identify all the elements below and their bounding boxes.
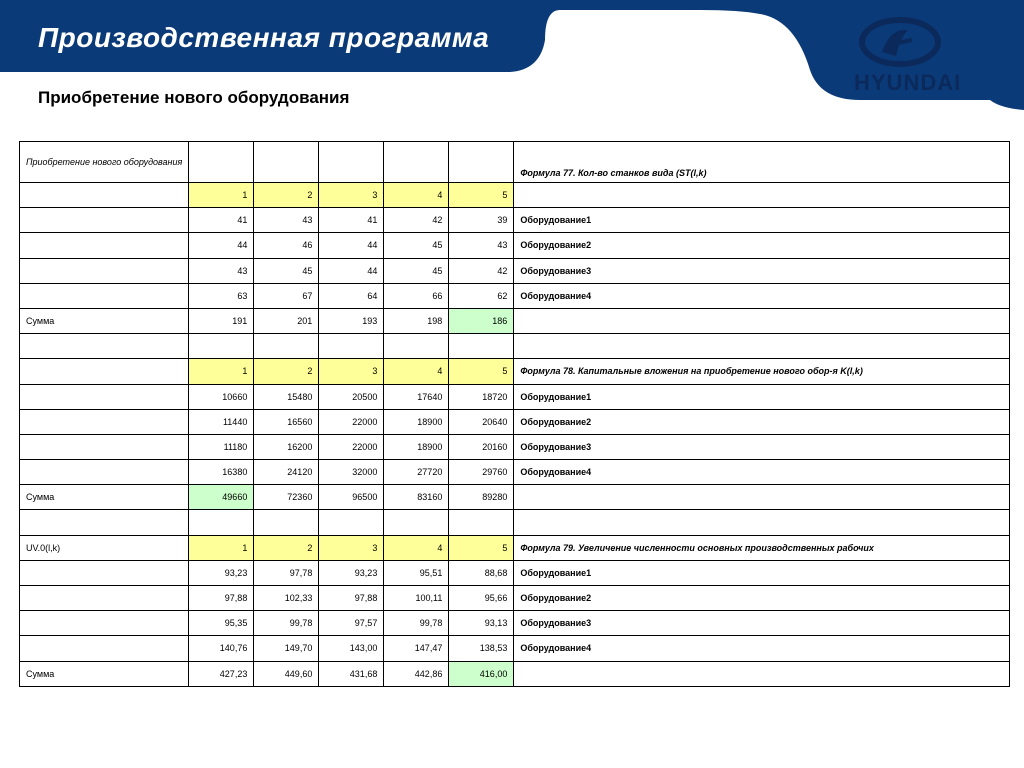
value-cell: 18900 — [384, 434, 449, 459]
spacer-row — [20, 510, 1010, 535]
index-cell: 4 — [384, 359, 449, 384]
index-row — [20, 183, 1010, 208]
table-cell — [189, 142, 254, 183]
value-cell: 32000 — [319, 460, 384, 485]
table-cell — [319, 334, 384, 359]
value-cell: 41 — [189, 208, 254, 233]
table-cell — [20, 208, 189, 233]
value-cell: 67 — [254, 283, 319, 308]
value-cell: 41 — [319, 208, 384, 233]
value-cell: 20160 — [449, 434, 514, 459]
equipment-name: Оборудование1 — [514, 384, 1010, 409]
sum-cell: 431,68 — [319, 661, 384, 686]
value-cell: 43 — [449, 233, 514, 258]
table-row — [20, 636, 1010, 661]
equipment-name: Оборудование3 — [514, 258, 1010, 283]
sum-row — [20, 661, 1010, 686]
value-cell: 97,57 — [319, 611, 384, 636]
value-cell: 88,68 — [449, 560, 514, 585]
row-label — [20, 183, 189, 208]
index-cell: 5 — [449, 535, 514, 560]
equipment-name: Оборудование2 — [514, 233, 1010, 258]
value-cell: 97,88 — [189, 586, 254, 611]
sum-cell: 449,60 — [254, 661, 319, 686]
table-cell — [20, 460, 189, 485]
equipment-name: Оборудование3 — [514, 611, 1010, 636]
value-cell: 138,53 — [449, 636, 514, 661]
table-head-label: Приобретение нового оборудования — [20, 142, 189, 183]
table-cell — [20, 434, 189, 459]
table-cell — [20, 510, 189, 535]
table-row — [20, 611, 1010, 636]
sum-cell: 201 — [254, 308, 319, 333]
sum-row — [20, 485, 1010, 510]
value-cell: 99,78 — [254, 611, 319, 636]
formula-label: Формула 77. Кол-во станков вида (ST(l,k) — [514, 142, 1010, 183]
table-cell — [20, 586, 189, 611]
table-cell — [189, 334, 254, 359]
value-cell: 149,70 — [254, 636, 319, 661]
value-cell: 44 — [319, 258, 384, 283]
table-cell — [514, 661, 1010, 686]
index-cell: 4 — [384, 535, 449, 560]
formula-label: Формула 79. Увеличение численности основных производственных рабочих — [514, 535, 1010, 560]
index-row — [20, 359, 1010, 384]
index-row — [20, 535, 1010, 560]
value-cell: 45 — [254, 258, 319, 283]
table-cell — [20, 636, 189, 661]
table-cell — [20, 283, 189, 308]
table-cell — [449, 510, 514, 535]
value-cell: 22000 — [319, 434, 384, 459]
sum-cell: 442,86 — [384, 661, 449, 686]
index-cell: 2 — [254, 535, 319, 560]
equipment-name: Оборудование4 — [514, 283, 1010, 308]
equipment-name: Оборудование3 — [514, 434, 1010, 459]
index-cell: 2 — [254, 359, 319, 384]
value-cell: 18900 — [384, 409, 449, 434]
value-cell: 95,51 — [384, 560, 449, 585]
value-cell: 11180 — [189, 434, 254, 459]
table-row — [20, 586, 1010, 611]
table-cell — [514, 308, 1010, 333]
sum-cell: 416,00 — [449, 661, 514, 686]
value-cell: 95,66 — [449, 586, 514, 611]
equipment-name: Оборудование1 — [514, 208, 1010, 233]
index-cell: 1 — [189, 535, 254, 560]
table-row — [20, 258, 1010, 283]
value-cell: 18720 — [449, 384, 514, 409]
value-cell: 63 — [189, 283, 254, 308]
value-cell: 62 — [449, 283, 514, 308]
formula-label: Формула 78. Капитальные вложения на приобретение нового обор-я K(l,k) — [514, 359, 1010, 384]
equipment-name: Оборудование2 — [514, 586, 1010, 611]
page-title: Производственная программа — [38, 22, 490, 53]
table-cell — [254, 334, 319, 359]
sum-cell: 191 — [189, 308, 254, 333]
value-cell: 147,47 — [384, 636, 449, 661]
table-cell — [514, 485, 1010, 510]
value-cell: 45 — [384, 233, 449, 258]
sum-label: Сумма — [20, 308, 189, 333]
table-cell — [20, 611, 189, 636]
table-cell — [20, 409, 189, 434]
index-cell: 1 — [189, 183, 254, 208]
value-cell: 93,23 — [319, 560, 384, 585]
table-cell — [20, 560, 189, 585]
sum-cell: 198 — [384, 308, 449, 333]
equipment-name: Оборудование2 — [514, 409, 1010, 434]
value-cell: 29760 — [449, 460, 514, 485]
sum-cell: 83160 — [384, 485, 449, 510]
value-cell: 143,00 — [319, 636, 384, 661]
value-cell: 97,78 — [254, 560, 319, 585]
table-row — [20, 434, 1010, 459]
index-cell: 3 — [319, 535, 384, 560]
table-row — [20, 460, 1010, 485]
table-cell — [20, 334, 189, 359]
equipment-name: Оборудование4 — [514, 460, 1010, 485]
value-cell: 15480 — [254, 384, 319, 409]
value-cell: 10660 — [189, 384, 254, 409]
index-cell: 2 — [254, 183, 319, 208]
table-cell — [254, 510, 319, 535]
table-cell — [514, 510, 1010, 535]
value-cell: 24120 — [254, 460, 319, 485]
row-label: UV.0(l,k) — [20, 535, 189, 560]
value-cell: 45 — [384, 258, 449, 283]
sum-label: Сумма — [20, 661, 189, 686]
value-cell: 46 — [254, 233, 319, 258]
table-row — [20, 283, 1010, 308]
row-label — [20, 359, 189, 384]
value-cell: 95,35 — [189, 611, 254, 636]
index-cell: 1 — [189, 359, 254, 384]
value-cell: 20500 — [319, 384, 384, 409]
table-cell — [254, 142, 319, 183]
sum-label: Сумма — [20, 485, 189, 510]
table-cell — [20, 233, 189, 258]
value-cell: 39 — [449, 208, 514, 233]
value-cell: 140,76 — [189, 636, 254, 661]
table-row — [20, 233, 1010, 258]
table-cell — [514, 183, 1010, 208]
sum-cell: 193 — [319, 308, 384, 333]
sum-cell: 89280 — [449, 485, 514, 510]
value-cell: 16560 — [254, 409, 319, 434]
value-cell: 99,78 — [384, 611, 449, 636]
table-cell — [384, 510, 449, 535]
page-subtitle: Приобретение нового оборудования — [38, 88, 350, 107]
value-cell: 16200 — [254, 434, 319, 459]
equipment-name: Оборудование4 — [514, 636, 1010, 661]
table-cell — [319, 142, 384, 183]
value-cell: 42 — [449, 258, 514, 283]
value-cell: 64 — [319, 283, 384, 308]
table-row — [20, 560, 1010, 585]
sum-cell: 427,23 — [189, 661, 254, 686]
logo-text: HYUNDAI — [854, 70, 962, 95]
value-cell: 27720 — [384, 460, 449, 485]
index-cell: 3 — [319, 183, 384, 208]
table-cell — [20, 258, 189, 283]
value-cell: 22000 — [319, 409, 384, 434]
value-cell: 11440 — [189, 409, 254, 434]
data-table — [19, 141, 1010, 687]
table-row — [20, 208, 1010, 233]
value-cell: 44 — [189, 233, 254, 258]
index-cell: 4 — [384, 183, 449, 208]
spacer-row — [20, 334, 1010, 359]
value-cell: 43 — [189, 258, 254, 283]
sum-cell: 72360 — [254, 485, 319, 510]
value-cell: 100,11 — [384, 586, 449, 611]
value-cell: 44 — [319, 233, 384, 258]
sum-row — [20, 308, 1010, 333]
table-cell — [384, 142, 449, 183]
index-cell: 5 — [449, 183, 514, 208]
value-cell: 16380 — [189, 460, 254, 485]
index-cell: 3 — [319, 359, 384, 384]
table-cell — [319, 510, 384, 535]
sum-cell: 186 — [449, 308, 514, 333]
value-cell: 102,33 — [254, 586, 319, 611]
equipment-name: Оборудование1 — [514, 560, 1010, 585]
sum-cell: 49660 — [189, 485, 254, 510]
table-cell — [384, 334, 449, 359]
table-row — [20, 409, 1010, 434]
sum-cell: 96500 — [319, 485, 384, 510]
value-cell: 93,13 — [449, 611, 514, 636]
value-cell: 42 — [384, 208, 449, 233]
value-cell: 20640 — [449, 409, 514, 434]
table-row — [20, 384, 1010, 409]
table-cell — [449, 334, 514, 359]
table-cell — [449, 142, 514, 183]
value-cell: 43 — [254, 208, 319, 233]
table-header-row — [20, 142, 1010, 183]
value-cell: 97,88 — [319, 586, 384, 611]
table-cell — [20, 384, 189, 409]
value-cell: 93,23 — [189, 560, 254, 585]
table-cell — [189, 510, 254, 535]
index-cell: 5 — [449, 359, 514, 384]
table-cell — [514, 334, 1010, 359]
value-cell: 66 — [384, 283, 449, 308]
value-cell: 17640 — [384, 384, 449, 409]
